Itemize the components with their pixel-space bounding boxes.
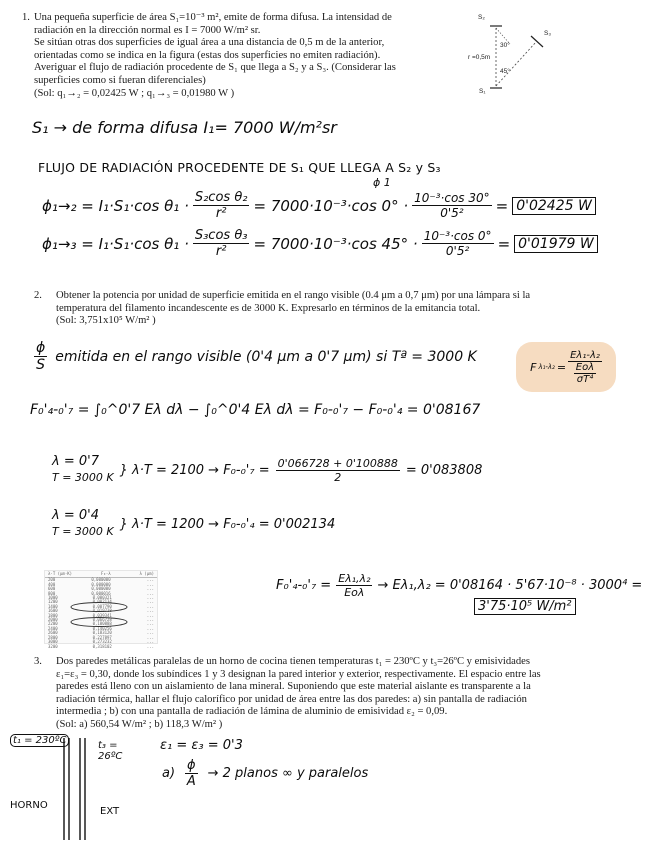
- table-cell: 400: [48, 581, 56, 587]
- hand-title-flujo: FLUJO DE RADIACIÓN PROCEDENTE DE S₁ QUE LLEGA A S₂ y S₃: [38, 160, 441, 175]
- note-eq: =: [556, 360, 567, 374]
- phi-over-a: [185, 758, 198, 789]
- table-cell: ...: [146, 603, 154, 609]
- table-cell: 800: [48, 590, 56, 596]
- table-cell: 1400: [48, 603, 58, 609]
- eq13-frac: [193, 228, 250, 259]
- table-cell: 2600: [48, 630, 58, 636]
- f007-num: 0'066728 + 0'100888: [277, 456, 398, 470]
- table-cell: 3200: [48, 643, 58, 649]
- table-cell: ...: [146, 625, 154, 631]
- table-cell: ...: [146, 595, 154, 601]
- final-emittance-line: [276, 572, 642, 599]
- note-sub: λ₁-λ₂: [538, 363, 555, 371]
- eq12-mid: = 7000·10⁻³·cos 0° ·: [253, 196, 409, 215]
- table-cell: 0,000000: [91, 577, 111, 583]
- problem-1-line: Se sitúan otras dos superficies de igual área a una distancia de 0,5 m de la anterior,: [34, 37, 385, 49]
- temp-04: T = 3000 K: [52, 525, 114, 538]
- table-header: λ (μm): [139, 571, 154, 576]
- s2-label: S₂: [478, 14, 485, 21]
- table-cell: 2400: [48, 625, 58, 631]
- phi-num: ϕ: [36, 340, 46, 356]
- table-cell: ...: [146, 630, 154, 636]
- problem-3-line: intermedia ; b) con una pantalla de radiación de lámina de aluminio de emisividad ε₂ = 0,09.: [56, 706, 448, 718]
- wall-sketch: [56, 734, 96, 844]
- planos-text: → 2 planos ∞ y paralelos: [207, 766, 369, 781]
- table-cell: ...: [146, 608, 154, 614]
- blackbody-table: [44, 570, 158, 649]
- table-cell: 3000: [48, 639, 58, 645]
- table-cell: 1600: [48, 608, 58, 614]
- problem-2-text: [34, 290, 634, 328]
- eq12-result: 0'02425 W: [512, 197, 596, 215]
- note-mid: Eoλ: [575, 361, 595, 373]
- table-cell: 0,066728: [92, 617, 112, 623]
- table-circle-marks: [45, 571, 157, 643]
- table-cell: 0,039341: [92, 612, 112, 618]
- phi-annotation: ϕ 1: [373, 176, 391, 189]
- table-cell: 0,000016: [91, 590, 111, 596]
- lambda-07: λ = 0'7: [52, 454, 99, 469]
- table-header: F₀-λ: [101, 571, 111, 576]
- lambda-07-block: [52, 454, 482, 486]
- note-den: σT⁴: [576, 373, 594, 385]
- problem-3-line: Dos paredes metálicas paralelas de un horno de cocina tienen temperaturas t₁ = 230ºC y t₃=26ºC y emisividades: [56, 656, 530, 667]
- table-cell: 0,002134: [92, 599, 112, 605]
- table-cell: 0,000321: [92, 595, 112, 601]
- phi-over-s: [34, 340, 47, 373]
- problem-3-text: [34, 656, 634, 732]
- fraction-note-highlight: [516, 342, 616, 392]
- f007-frac: [276, 457, 400, 484]
- f-mid: → Eλ₁,λ₂ = 0'08164 · 5'67·10⁻⁸ · 3000⁴ =: [377, 578, 643, 593]
- eq13-num: S₃cos θ₃: [194, 228, 248, 243]
- table-cell: 0,000000: [91, 586, 111, 592]
- eq12-frac: [193, 190, 250, 221]
- table-cell: 0,019718: [92, 608, 112, 614]
- note-frac: [568, 350, 602, 385]
- lambda-04-eq: } λ·T = 1200 → F₀-₀'₄ = 0'002134: [119, 516, 336, 532]
- table-cell: 0,007790: [92, 603, 112, 609]
- eq13-den: r²: [215, 244, 227, 259]
- problem-3-solution: (Sol: a) 560,54 W/m² ; b) 118,3 W/m² ): [56, 718, 223, 730]
- table-header: λ·T (μm·K): [48, 571, 73, 576]
- ext-label: EXT: [100, 806, 120, 817]
- part-a-line: [162, 758, 368, 789]
- problem-1-number: 1.: [22, 12, 30, 23]
- problem-3-line: radiación térmica, hallar el flujo calorífico por unidad de área entre las dos paredes: a) sin pantalla de radiación: [56, 693, 527, 705]
- eq12-den2: 0'5²: [440, 206, 464, 220]
- table-cell: 600: [48, 586, 56, 592]
- eq12-frac2: [412, 191, 492, 220]
- note-num: Eλ₁-λ₂: [570, 349, 600, 361]
- integral-line: F₀'₄-₀'₇ = ∫₀^0'7 Eλ dλ − ∫₀^0'4 Eλ dλ = F₀-₀'₇ − F₀-₀'₄ = 0'08167: [30, 402, 481, 418]
- table-row: [48, 645, 154, 649]
- table-cell: 0,100888: [92, 621, 112, 627]
- phi-den: S: [36, 357, 46, 373]
- hand-line-s1: S₁ → de forma difusa I₁= 7000 W/m²sr: [32, 118, 337, 137]
- f-lhs: F₀'₄-₀'₇ =: [276, 578, 332, 593]
- table-cell: 0,227897: [92, 634, 112, 640]
- problem-1-text: [22, 12, 460, 100]
- equation-phi-1-2: ϕ₁→₂ = I₁·S₁·cos θ₁ · $\frac{\text{S₂cos θ₂}}{\text{r²}}$ = 7000·10⁻³·cos 0° · $\frac{\text{10⁻³·cos 30°}}{\text{0'5²}}$ = 0'02425 W: [42, 190, 596, 221]
- problem-1-line: radiación en la dirección normal es I = 7000 W/m² sr.: [34, 24, 261, 36]
- table-cell: 0,273232: [92, 639, 112, 645]
- f007-den: 2: [334, 470, 342, 484]
- eq13-result: 0'01979 W: [514, 235, 598, 253]
- radius-label: r =0,5m: [468, 54, 491, 61]
- f-num: Eλ₁,λ₂: [338, 572, 371, 585]
- eq13-lhs: ϕ₁→₃ = I₁·S₁·cos θ₁ ·: [42, 234, 189, 253]
- table-cell: ...: [146, 617, 154, 623]
- visible-range-text: emitida en el rango visible (0'4 μm a 0'7 μm) si Tª = 3000 K: [55, 348, 477, 365]
- problem-3-number: 3.: [34, 656, 42, 667]
- table-cell: 1800: [48, 612, 58, 618]
- table-cell: ...: [146, 590, 154, 596]
- lambda-04-block: [52, 508, 335, 540]
- lambda-04: λ = 0'4: [52, 508, 99, 523]
- table-cell: ...: [146, 643, 154, 649]
- f007-result: = 0'083808: [405, 462, 483, 478]
- problem-1-solution: (Sol: q₁→₂ = 0,02425 W ; q₁→₃ = 0,01980 W ): [34, 87, 235, 99]
- note-lhs: F: [530, 360, 537, 374]
- table-cell: 0,140256: [92, 625, 112, 631]
- problem-2-number: 2.: [34, 290, 42, 301]
- horno-label: HORNO: [10, 800, 48, 811]
- eq13-den2: 0'5²: [445, 244, 470, 258]
- table-cell: ...: [146, 634, 154, 640]
- table-cell: 0,318102: [92, 643, 112, 649]
- problem-2-solution: (Sol: 3,751x10⁵ W/m² ): [56, 315, 156, 327]
- table-cell: 2000: [48, 617, 58, 623]
- table-cell: 1000: [48, 595, 58, 601]
- table-cell: 2200: [48, 621, 58, 627]
- eq12-lhs: ϕ₁→₂ = I₁·S₁·cos θ₁ ·: [42, 196, 189, 215]
- table-cell: ...: [146, 599, 154, 605]
- eq12-den: r²: [215, 206, 227, 221]
- problem-2-line: temperatura del filamento incandescente es de 3000 K. Expresarlo en términos de la emitancia total.: [56, 302, 481, 314]
- t1-label: t₁ = 230ºC: [10, 734, 69, 747]
- phi-a-den: A: [186, 774, 196, 789]
- table-cell: ...: [146, 612, 154, 618]
- eq13-mid: = 7000·10⁻³·cos 45° ·: [253, 234, 418, 253]
- eq12-num2: 10⁻³·cos 30°: [414, 191, 490, 205]
- problem-3-line: ε₁=ε₃ = 0,30, donde los subíndices 1 y 3 designan la pared interior y exterior, respectivamente. El espacio entre las: [56, 668, 541, 680]
- table-cell: 0,000000: [91, 581, 111, 587]
- s1-label: S₁: [479, 88, 486, 95]
- eq12-num: S₂cos θ₂: [194, 190, 248, 205]
- table-cell: 1200: [48, 599, 58, 605]
- temp-07: T = 3000 K: [52, 471, 114, 484]
- table-cell: 0,183120: [92, 630, 112, 636]
- f-den: Eoλ: [344, 586, 365, 599]
- problem-1-line: Averiguar el flujo de radiación procedente de S₁ que llega a S₂ y a S₃. (Considerar las: [34, 62, 396, 74]
- part-a-label: a): [162, 766, 176, 781]
- problem-1-line: orientadas como se indica en la figura (estas dos superficies no emiten radiación).: [34, 49, 381, 61]
- problem-2-line: Obtener la potencia por unidad de superficie emitida en el rango visible (0.4 μm a 0,7 μm) por una lámpara si la: [56, 290, 531, 301]
- angle-30-label: 30°: [500, 42, 510, 49]
- final-emittance-result: 3'75·10⁵ W/m²: [474, 598, 576, 615]
- table-cell: 2800: [48, 634, 58, 640]
- table-cell: ...: [146, 586, 154, 592]
- table-cell: 200: [48, 577, 56, 583]
- angle-45-label: 45°: [500, 68, 510, 75]
- problem-1-line: Una pequeña superficie de área S₁=10⁻³ m², emite de forma difusa. La intensidad de: [34, 12, 392, 23]
- table-cell: ...: [146, 577, 154, 583]
- hand-visible-range: [34, 340, 477, 373]
- eq13-frac2: [422, 229, 494, 258]
- equation-phi-1-3: ϕ₁→₃ = I₁·S₁·cos θ₁ · $\frac{\text{S₃cos θ₃}}{\text{r²}}$ = 7000·10⁻³·cos 45° · $\frac{\text{10⁻³·cos 0°}}{\text{0'5²}}$ = 0'01979 W: [42, 228, 598, 259]
- table-cell: ...: [146, 581, 154, 587]
- s3-label: S₃: [544, 30, 551, 37]
- problem-1-figure: [470, 12, 560, 98]
- t3-label: t₃ = 26ºC: [98, 740, 123, 762]
- lambda-07-eq: } λ·T = 2100 → F₀-₀'₇ =: [119, 462, 270, 478]
- epsilon-label: ε₁ = ε₃ = 0'3: [160, 738, 243, 753]
- table-cell: ...: [146, 621, 154, 627]
- problem-3-line: paredes está lleno con un aislamiento de lana mineral. Suponiendo que este material aislante es transparente a la: [56, 681, 531, 693]
- table-cell: ...: [146, 639, 154, 645]
- eq13-num2: 10⁻³·cos 0°: [423, 229, 492, 243]
- f-frac: [336, 572, 372, 599]
- phi-a-num: ϕ: [187, 758, 196, 773]
- problem-1-line: superficies como si fueran diferenciales): [34, 74, 206, 86]
